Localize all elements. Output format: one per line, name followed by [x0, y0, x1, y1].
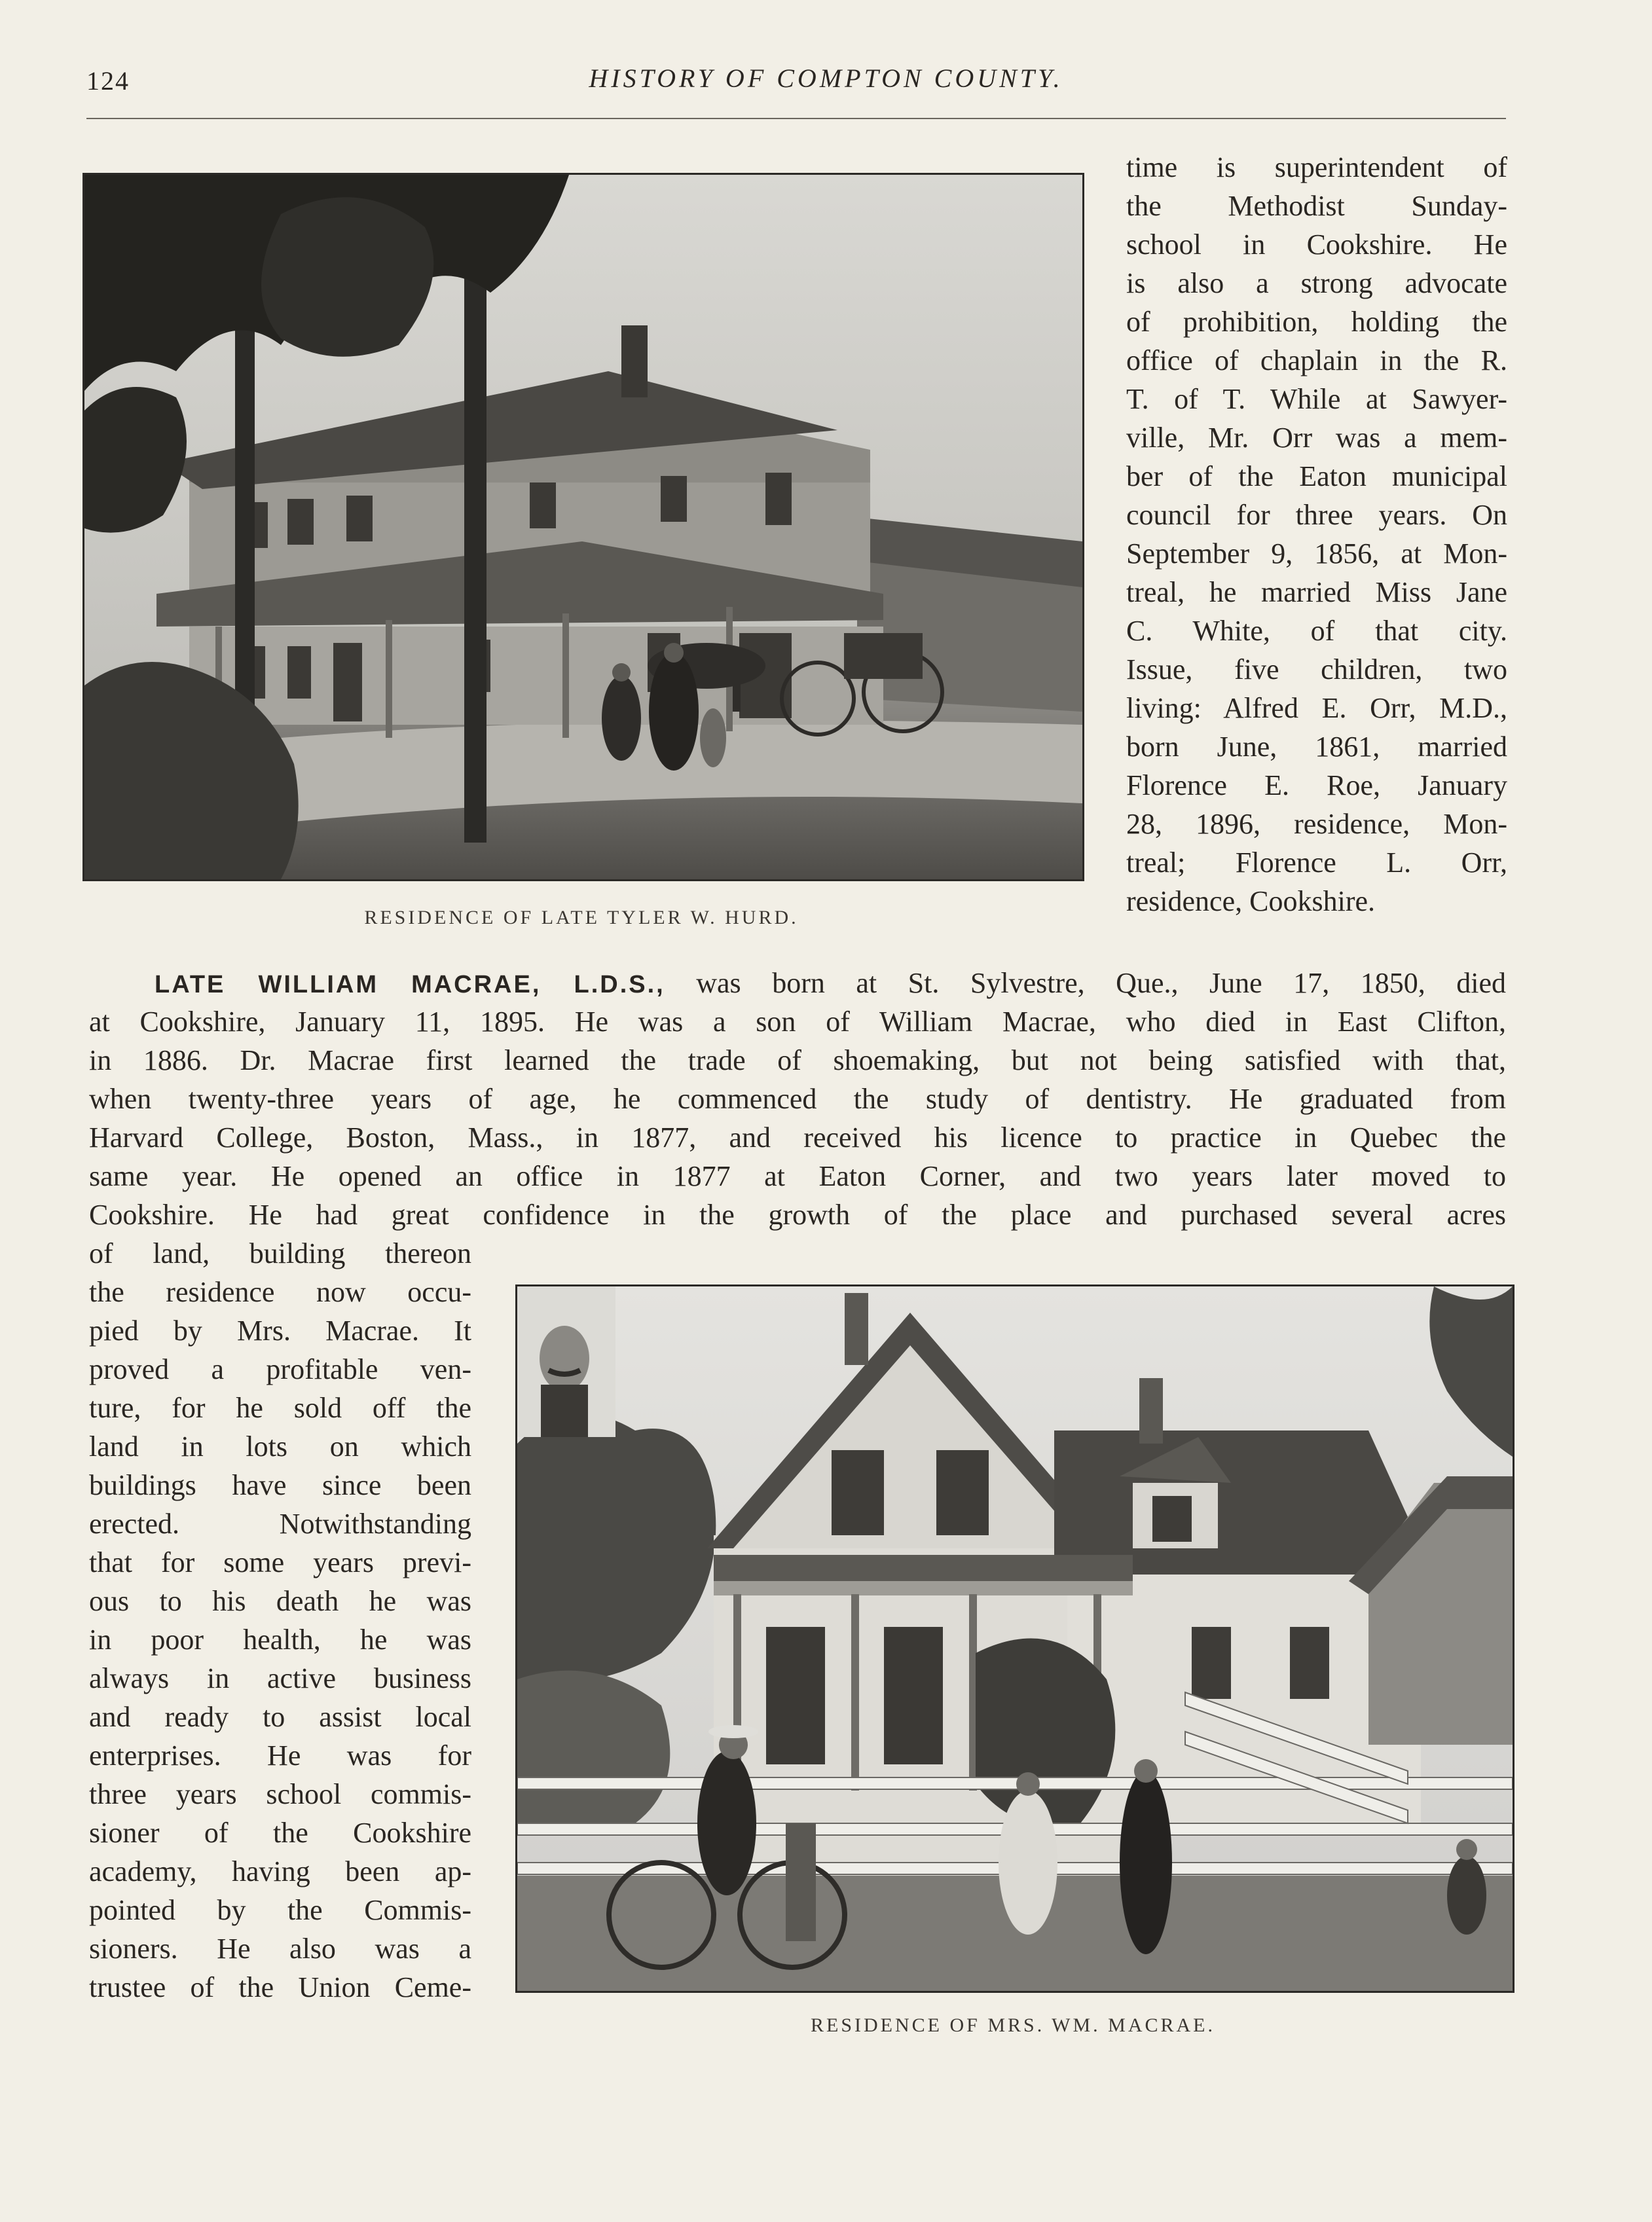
text-line: ville, Mr. Orr was a mem- — [1126, 422, 1507, 454]
bio-first-line — [89, 964, 1506, 1002]
text-line: in 1886. Dr. Macrae first learned the trade of shoemaking, but not being satisfied with that, — [89, 1044, 1506, 1076]
text-line: the Methodist Sunday- — [1126, 190, 1507, 222]
text-line: pied by Mrs. Macrae. It — [89, 1315, 471, 1347]
text-line: in poor health, he was — [89, 1624, 471, 1656]
text-line: enterprises. He was for — [89, 1739, 471, 1772]
right-column-text — [1126, 148, 1507, 920]
text-line: the residence now occu- — [89, 1276, 471, 1308]
text-line: C. White, of that city. — [1126, 615, 1507, 647]
text-line: land in lots on which — [89, 1430, 471, 1463]
text-line: 28, 1896, residence, Mon- — [1126, 808, 1507, 840]
text-line: council for three years. On — [1126, 499, 1507, 531]
text-line: T. of T. While at Sawyer- — [1126, 383, 1507, 415]
text-line: ture, for he sold off the — [89, 1392, 471, 1424]
text-line: treal; Florence L. Orr, — [1126, 847, 1507, 879]
hurd-photo-caption: RESIDENCE OF LATE TYLER W. HURD. — [364, 907, 799, 928]
text-line: born June, 1861, married — [1126, 731, 1507, 763]
hurd-residence-illustration — [84, 175, 1082, 879]
text-line: always in active business — [89, 1662, 471, 1694]
macrae-photo-caption: RESIDENCE OF MRS. WM. MACRAE. — [810, 2014, 1216, 2036]
text-line: trustee of the Union Ceme- — [89, 1971, 471, 2003]
left-column-text — [89, 1234, 471, 2007]
text-line: same year. He opened an office in 1877 at Eaton Corner, and two years later moved to — [89, 1160, 1506, 1192]
macrae-residence-illustration — [517, 1286, 1513, 1991]
text-line: Florence E. Roe, January — [1126, 769, 1507, 801]
text-line: sioners. He also was a — [89, 1933, 471, 1965]
text-line: buildings have since been — [89, 1469, 471, 1501]
header-rule — [86, 118, 1506, 119]
text-line: September 9, 1856, at Mon- — [1126, 537, 1507, 570]
text-line: living: Alfred E. Orr, M.D., — [1126, 692, 1507, 724]
bio-first-line-rest: was born at St. Sylvestre, Que., June 17, 1850, died — [696, 967, 1506, 999]
text-line: Harvard College, Boston, Mass., in 1877, and received his licence to practice in Quebec the — [89, 1121, 1506, 1154]
text-line: ous to his death he was — [89, 1585, 471, 1617]
text-line: that for some years previ- — [89, 1546, 471, 1578]
macrae-bio-paragraph — [89, 964, 1506, 1234]
text-line: Cookshire. He had great confidence in the growth of the place and purchased several acres — [89, 1199, 1506, 1231]
text-line: ber of the Eaton municipal — [1126, 460, 1507, 492]
text-line: three years school commis- — [89, 1778, 471, 1810]
hurd-residence-photo — [83, 173, 1084, 881]
text-line: and ready to assist local — [89, 1701, 471, 1733]
page-number: 124 — [86, 66, 130, 96]
text-line: erected. Notwithstanding — [89, 1508, 471, 1540]
text-line: of prohibition, holding the — [1126, 306, 1507, 338]
text-line: Issue, five children, two — [1126, 653, 1507, 685]
text-line: school in Cookshire. He — [1126, 228, 1507, 261]
macrae-residence-photo — [515, 1284, 1514, 1993]
text-line: time is superintendent of — [1126, 151, 1507, 183]
text-line: residence, Cookshire. — [1126, 885, 1375, 917]
text-line: academy, having been ap- — [89, 1855, 471, 1887]
text-line: pointed by the Commis- — [89, 1894, 471, 1926]
running-title: HISTORY OF COMPTON COUNTY. — [589, 64, 1063, 93]
text-line: sioner of the Cookshire — [89, 1817, 471, 1849]
text-line: proved a profitable ven- — [89, 1353, 471, 1385]
text-line: is also a strong advocate — [1126, 267, 1507, 299]
text-line: of land, building thereon — [89, 1237, 471, 1269]
text-line: treal, he married Miss Jane — [1126, 576, 1507, 608]
bio-name: LATE WILLIAM MACRAE, L.D.S., — [155, 971, 665, 998]
text-line: office of chaplain in the R. — [1126, 344, 1507, 376]
text-line: at Cookshire, January 11, 1895. He was a son of William Macrae, who died in East Clifton, — [89, 1006, 1506, 1038]
text-line: when twenty-three years of age, he commenced the study of dentistry. He graduated from — [89, 1083, 1506, 1115]
